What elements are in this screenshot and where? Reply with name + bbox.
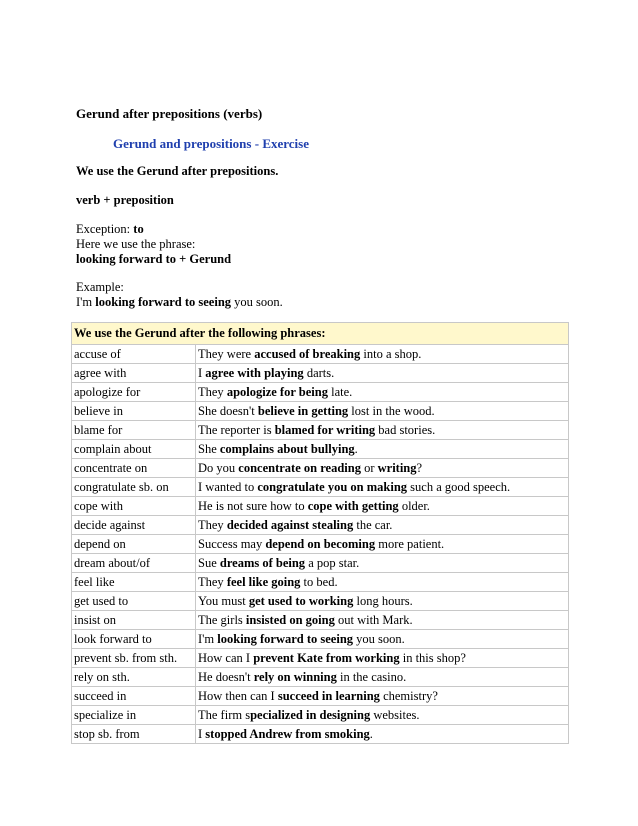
phrase-cell: cope with [72, 497, 196, 516]
phrase-cell: get used to [72, 592, 196, 611]
table-header: We use the Gerund after the following phrases: [72, 323, 569, 345]
example-cell [196, 706, 569, 725]
gerund-prepositions-link[interactable]: Gerund and prepositions [113, 136, 252, 151]
sentence-text: chemistry? [379, 688, 438, 703]
sentence-text: The firm s [198, 707, 251, 722]
gerund-phrase: get used to working [248, 593, 354, 608]
sentence-text: They [198, 574, 227, 589]
phrase-text: looking forward to + Gerund [76, 252, 232, 266]
phrase-cell: believe in [72, 402, 196, 421]
phrase-cell: look forward to [72, 630, 196, 649]
exception-label: Exception: [76, 222, 134, 236]
gerund-phrase: dreams of being [219, 555, 306, 570]
table-row [72, 630, 569, 649]
sentence-text: or [360, 460, 378, 475]
gerund-phrase: depend on becoming [265, 536, 376, 551]
example-cell [196, 402, 569, 421]
gerund-phrase: blamed for writing [274, 422, 376, 437]
gerund-phrase: prevent Kate from working [253, 650, 400, 665]
sentence-text: He is not sure how to [198, 498, 308, 513]
table-row [72, 440, 569, 459]
phrase-cell: dream about/of [72, 554, 196, 573]
sentence-text: She [198, 441, 220, 456]
example-cell [196, 516, 569, 535]
intro-text: We use the Gerund after prepositions. [76, 164, 279, 178]
phrase-cell: blame for [72, 421, 196, 440]
gerund-phrase: concentrate on reading [238, 460, 361, 475]
sentence-text: in the casino. [336, 669, 407, 684]
gerund-phrase: writing [377, 460, 417, 475]
example-bold: looking forward to seeing [95, 295, 232, 309]
table-row [72, 592, 569, 611]
table-row [72, 364, 569, 383]
sentence-text: Do you [198, 460, 239, 475]
example-cell [196, 668, 569, 687]
sentence-text: in this shop? [399, 650, 466, 665]
sentence-text: websites. [370, 707, 420, 722]
sentence-text: . [369, 726, 373, 741]
sentence-text: They [198, 517, 227, 532]
table-row [72, 706, 569, 725]
example-cell [196, 478, 569, 497]
page-title: Gerund after prepositions (verbs) [76, 106, 263, 121]
table-row [72, 725, 569, 744]
table-header-row [72, 323, 569, 345]
gerund-phrase: stopped Andrew from smoking [205, 726, 370, 741]
gerund-phrase: looking forward to seeing [217, 631, 354, 646]
phrase-cell: succeed in [72, 687, 196, 706]
example-cell [196, 345, 569, 364]
table-row [72, 687, 569, 706]
phrase-cell: concentrate on [72, 459, 196, 478]
phrase-cell: rely on sth. [72, 668, 196, 687]
sentence-text: . [354, 441, 358, 456]
example-cell [196, 497, 569, 516]
sentence-text: How then can I [198, 688, 278, 703]
example-cell [196, 725, 569, 744]
gerund-phrase: cope with getting [307, 498, 399, 513]
phrase-cell: stop sb. from [72, 725, 196, 744]
phrase-cell: agree with [72, 364, 196, 383]
gerund-phrase: complains about bullying [219, 441, 355, 456]
table-row [72, 402, 569, 421]
table-row [72, 535, 569, 554]
example-cell [196, 421, 569, 440]
sentence-text: to bed. [300, 574, 338, 589]
exercise-link[interactable]: Exercise [262, 136, 309, 151]
phrase-cell: decide against [72, 516, 196, 535]
phrase-cell: complain about [72, 440, 196, 459]
table-row [72, 421, 569, 440]
sentence-text: She doesn't [198, 403, 258, 418]
exercise-link-line [113, 136, 309, 152]
example-cell [196, 459, 569, 478]
sentence-text: You must [198, 593, 249, 608]
example-cell [196, 554, 569, 573]
table-row [72, 383, 569, 402]
exception-word: to [133, 222, 144, 236]
exception-line [76, 222, 144, 237]
sentence-text: bad stories. [375, 422, 436, 437]
sentence-text: darts. [303, 365, 335, 380]
link-separator: - [251, 136, 263, 151]
gerund-phrase: believe in getting [257, 403, 349, 418]
example-cell [196, 649, 569, 668]
gerund-phrase: agree with playing [205, 365, 304, 380]
table-row [72, 497, 569, 516]
example-cell [196, 687, 569, 706]
sentence-text: The reporter is [198, 422, 275, 437]
sentence-text: The girls [198, 612, 246, 627]
table-row [72, 668, 569, 687]
gerund-phrase: rely on winning [253, 669, 337, 684]
phrase-cell: depend on [72, 535, 196, 554]
example-sentence [76, 295, 283, 310]
table-row [72, 459, 569, 478]
gerund-phrase: succeed in learning [277, 688, 380, 703]
sentence-text: Sue [198, 555, 220, 570]
sentence-text: ? [416, 460, 423, 475]
phrase-intro: Here we use the phrase: [76, 237, 196, 251]
example-cell [196, 592, 569, 611]
example-cell [196, 364, 569, 383]
sentence-text: the car. [353, 517, 393, 532]
gerund-phrase: accused of breaking [254, 346, 361, 361]
sentence-text: long hours. [353, 593, 413, 608]
phrase-cell: insist on [72, 611, 196, 630]
table-row [72, 611, 569, 630]
sentence-text: I wanted to [198, 479, 258, 494]
gerund-phrase: decided against stealing [226, 517, 354, 532]
gerund-phrase: pecialized in designing [250, 707, 371, 722]
phrase-cell: accuse of [72, 345, 196, 364]
sentence-text: I'm [198, 631, 218, 646]
sentence-text: such a good speech. [407, 479, 511, 494]
phrase-cell: specialize in [72, 706, 196, 725]
sentence-text: They [198, 384, 227, 399]
example-post: you soon. [231, 295, 283, 309]
phrase-cell: apologize for [72, 383, 196, 402]
example-pre: I'm [76, 295, 96, 309]
table-row [72, 516, 569, 535]
example-cell [196, 611, 569, 630]
sentence-text: How can I [198, 650, 254, 665]
table-row [72, 478, 569, 497]
gerund-phrases-table [71, 322, 569, 744]
sentence-text: older. [398, 498, 430, 513]
phrase-cell: prevent sb. from sth. [72, 649, 196, 668]
sentence-text: you soon. [353, 631, 405, 646]
table-row [72, 345, 569, 364]
gerund-phrase: apologize for being [226, 384, 328, 399]
sentence-text: I [198, 365, 206, 380]
sentence-text: into a shop. [360, 346, 422, 361]
example-cell [196, 535, 569, 554]
table-row [72, 554, 569, 573]
example-label: Example: [76, 280, 124, 294]
sentence-text: late. [327, 384, 353, 399]
example-cell [196, 383, 569, 402]
sentence-text: out with Mark. [334, 612, 413, 627]
sentence-text: a pop star. [305, 555, 360, 570]
sentence-text: He doesn't [198, 669, 254, 684]
gerund-phrase: insisted on going [245, 612, 335, 627]
formula-text: verb + preposition [76, 193, 174, 207]
table-row [72, 573, 569, 592]
gerund-phrase: congratulate you on making [257, 479, 408, 494]
sentence-text: more patient. [375, 536, 445, 551]
example-cell [196, 440, 569, 459]
phrase-cell: congratulate sb. on [72, 478, 196, 497]
sentence-text: They were [198, 346, 255, 361]
phrase-cell: feel like [72, 573, 196, 592]
example-cell [196, 573, 569, 592]
gerund-phrase: feel like going [226, 574, 301, 589]
sentence-text: I [198, 726, 206, 741]
sentence-text: lost in the wood. [348, 403, 435, 418]
example-cell [196, 630, 569, 649]
sentence-text: Success may [198, 536, 266, 551]
table-row [72, 649, 569, 668]
